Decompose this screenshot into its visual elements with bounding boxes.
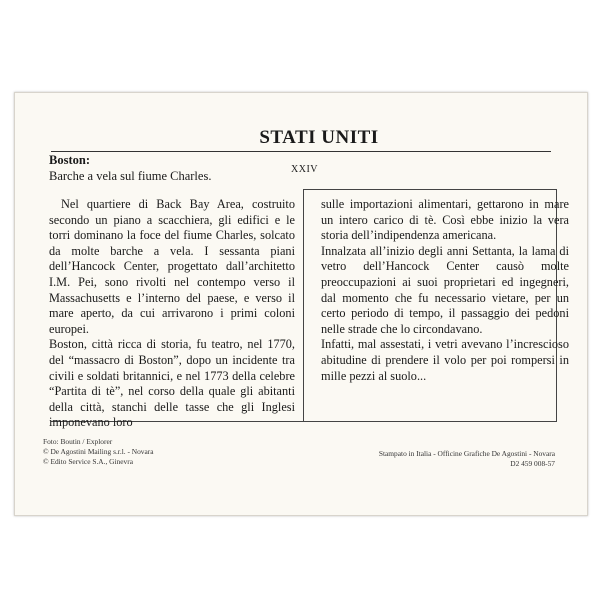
copyright-line: © Edito Service S.A., Ginevra (43, 457, 133, 466)
paragraph: sulle importazioni alimentari, gettarono in mare un intero carico di tè. Così ebbe inizio la vera storia dell’indipendenza americana. (321, 197, 569, 243)
place-heading: Boston: (49, 153, 90, 167)
column-divider (303, 189, 304, 421)
printer-line: Stampato in Italia - Officine Grafiche De Agostini - Novara (378, 449, 555, 458)
postcard-back (14, 92, 588, 516)
paragraph: Boston, città ricca di storia, fu teatro, nel 1770, del “massacro di Boston”, dopo un incidente tra civili e soldati britannici, e nel 1773 della celebre “Partita di tè”, nel corso della quale gli abitanti della città, stanchi delle tasse che gli Inglesi imponevano loro (49, 337, 295, 430)
paragraph: Innalzata all’inizio degli anni Settanta, la lama di vetro dell’Hancock Center causò molte preoccupazioni ai suoi proprietari ed ingegneri, dal momento che fu necessario vietare, per un certo periodo di tempo, il passaggio dei pedoni nelle strade che lo circondavano. (321, 243, 569, 336)
page-title: STATI UNITI (259, 127, 379, 148)
photo-credit: Foto: Boutin / Explorer (43, 437, 113, 446)
card-number: XXIV (291, 164, 318, 175)
text-column-left (49, 197, 295, 431)
title-underline (51, 151, 551, 152)
paragraph: Infatti, mal assestati, i vetri avevano l’increscioso abitudine di prendere il volo per poi rompersi in mille pezzi al suolo... (321, 337, 569, 383)
paragraph: Nel quartiere di Back Bay Area, costruito secondo un piano a scacchiera, gli edifici e le torri dominano la foce del fiume Charles, solcato da molte barche a vela. I sessanta piani dell’Hancock Center, progettato dall’architetto I.M. Pei, sono rivolti nel contempo verso il Massachusetts e l’interno del paese, e verso il mare aperto, da cui arrivarono i primi coloni europei. (49, 197, 295, 336)
photo-caption: Barche a vela sul fiume Charles. (49, 169, 212, 183)
product-code: D2 459 008-57 (510, 459, 555, 468)
text-column-right (321, 197, 569, 384)
printer-info (379, 449, 555, 469)
copyright-line: © De Agostini Mailing s.r.l. - Novara (43, 447, 154, 456)
credits (43, 437, 154, 467)
frame-top-line (303, 189, 557, 190)
